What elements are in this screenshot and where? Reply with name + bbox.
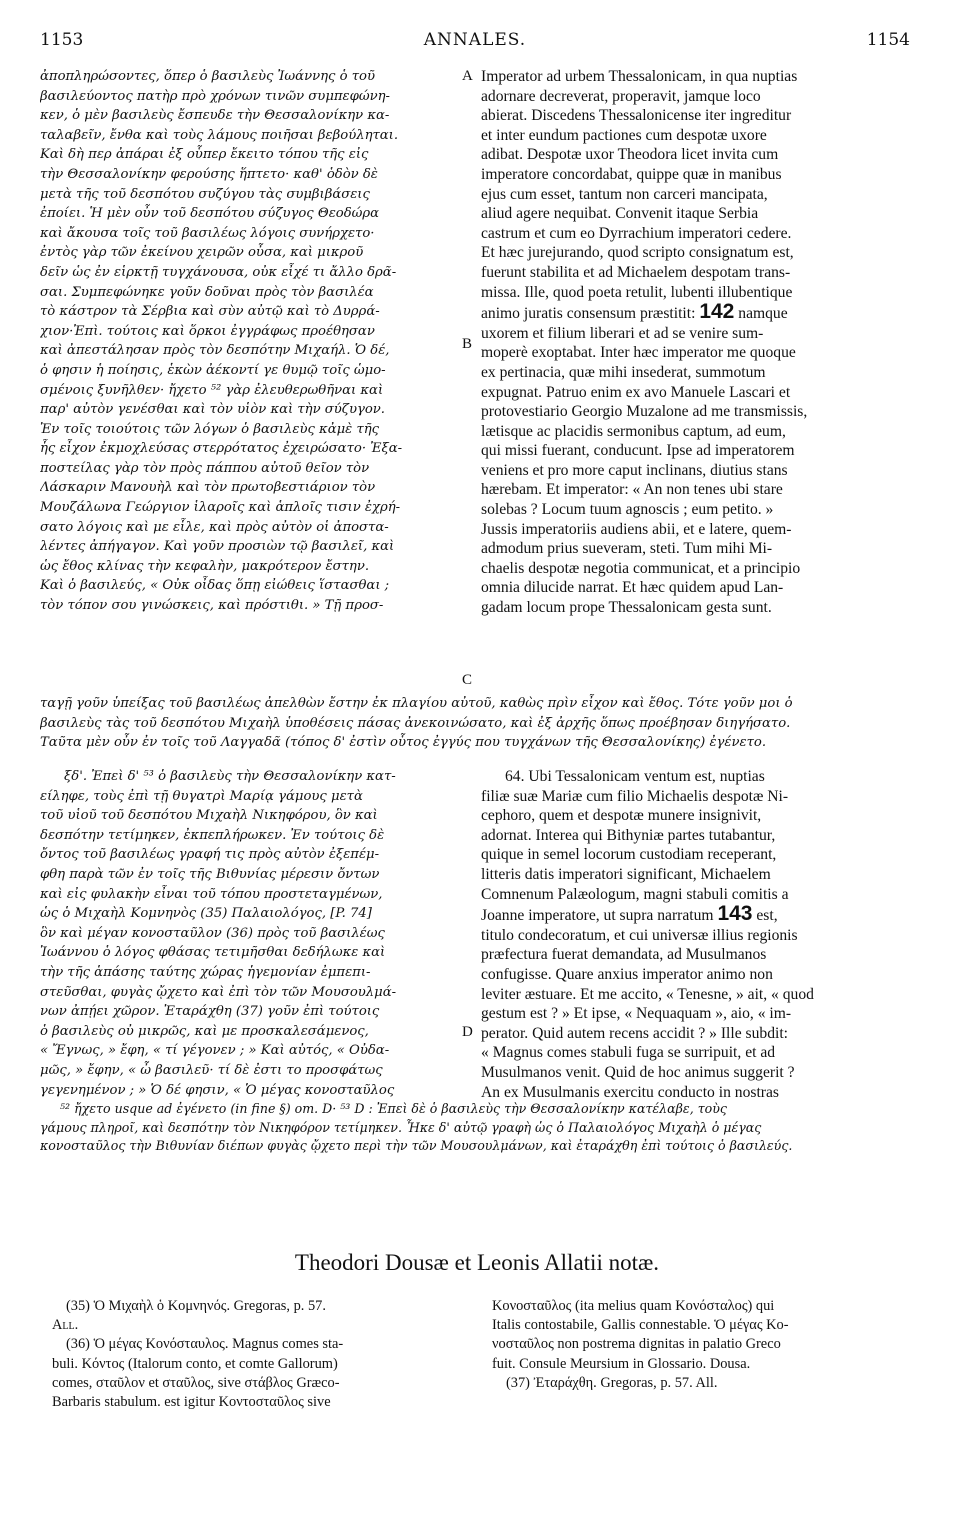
text-line: aliud agere nequibat. Convenit itaque Serbia bbox=[481, 205, 759, 223]
text-line: filiæ suæ Mariæ cum filio Michaelis despotæ Ni- bbox=[481, 787, 789, 805]
text-line: βασιλεύοντος πατὴρ πρὸ χρόνων τινῶν συμπεφώνη- bbox=[40, 88, 390, 104]
text-fragment: namque bbox=[738, 305, 788, 323]
text-line: cephoro, quem et despotæ munere insignivit, bbox=[481, 807, 762, 825]
text-line: An ex Musulmanis exercitu conducto in nostras bbox=[481, 1083, 779, 1101]
text-line: litteris datis imperatori significant, Michaelem bbox=[481, 865, 771, 883]
text-line: σατο λόγοις καὶ με εἷλε, καὶ πρὸς αὐτὸν οἱ ἀποστα- bbox=[40, 519, 389, 535]
text-line: hærebam. Et imperator: « An non tenes ubi stare bbox=[481, 481, 783, 499]
text-line: moperè exoptabat. Inter hæc imperator me quoque bbox=[481, 344, 796, 362]
text-line: ὄντος τοῦ βασιλέως γραφή τις πρὸς αὐτὸν ἐξεπέμ- bbox=[40, 847, 380, 863]
text-line: Jussis imperatoriis audiens abii, et e latere, quem- bbox=[481, 520, 792, 538]
text-line: καὶ ἄκουσα τοῖς τοῦ βασιλέως λόγοις συνήρχετο· bbox=[40, 225, 375, 241]
text-line: missa. Ille, quod poeta retulit, lubenti illubentique bbox=[481, 283, 793, 301]
text-line: confugisse. Quare anxius imperator animo non bbox=[481, 965, 773, 983]
text-line: λέντες ἀπήγαγον. Καὶ γοῦν προσιὼν τῷ βασιλεῖ, καὶ bbox=[40, 539, 395, 555]
text-fragment: Joanne imperatore, ut supra narratum bbox=[481, 907, 714, 925]
text-line: φθη παρὰ τῶν ἐν τοῖς τῆς Βιθυνίας μέρεσιν ὄντων bbox=[40, 866, 380, 882]
text-line: gestum est ? » Et ipse, « Nequaquam », aio, « im- bbox=[481, 1005, 792, 1023]
text-line: omnia dilucide narrat. Et hæc quidem apud Lan- bbox=[481, 579, 784, 597]
footnote-line: γάμους πληροῖ, καὶ δεσπότην τὸν Νικηφόρον τετίμηκεν. Ἦκε δ' αὐτῷ γραφὴ ὡς ὁ Παλαιολόγος Μιχαὴλ ὁ μέγας bbox=[40, 1119, 762, 1135]
text-line: νων ἀπῄει χῶρον. Ἐταράχθη (37) γοῦν ἐπὶ τούτοις bbox=[40, 1004, 380, 1020]
page-number-left: 1153 bbox=[40, 30, 84, 50]
text-line: chaelis despotæ negotia communicat, et a principio bbox=[481, 559, 801, 577]
text-line: Ἰωάννου ὁ λόγος φθάσας τετιμῆσθαι δεδήλωκε καὶ bbox=[40, 945, 386, 961]
text-line: τὴν τῆς ἁπάσης ταύτης χώρας ἡγεμονίαν ἐμπεπι- bbox=[40, 964, 371, 980]
latin-column-top bbox=[481, 67, 911, 618]
text-line: protovestiario Georgio Muzalone ad me transmissis, bbox=[481, 403, 808, 421]
text-line: admodum prius sueveram, steti. Tum mihi Mi- bbox=[481, 540, 773, 558]
text-line: expugnat. Patruo enim ex avo Manuele Lascari et bbox=[481, 383, 791, 401]
note-line: comes, σταῦλον et σταῦλος, sive στάβλος Græco- bbox=[52, 1374, 340, 1391]
text-line: καὶ ἀπεστάλησαν πρὸς τὸν δεσπότην Μιχαήλ. Ὁ δέ, bbox=[40, 343, 390, 359]
greek-column-top bbox=[40, 67, 460, 616]
margin-marker-c: C bbox=[462, 672, 473, 688]
note-line: Italis contostabile, Gallis connestable. Ὁ μέγας Κο- bbox=[492, 1317, 789, 1334]
margin-marker-d: D bbox=[462, 1024, 473, 1040]
text-line: ὁ βασιλεὺς οὐ μικρῶς, καὶ με προσκαλεσάμενος, bbox=[40, 1023, 369, 1039]
text-line: ξδ'. Ἐπεὶ δ' ⁵³ ὁ βασιλεὺς τὴν Θεσσαλονίκην κατ- bbox=[64, 769, 396, 784]
text-line: Ἐν τοῖς τοιούτοις τῶν λόγων ὁ βασιλεὺς κἀμὲ τῆς bbox=[40, 421, 380, 437]
text-line: Λάσκαριν Μανουὴλ καὶ τὸν πρωτοβεστιάριον τὸν bbox=[40, 480, 376, 496]
note-line: All. bbox=[52, 1317, 79, 1334]
text-line: fuerunt stabilita et ad Michaelem despotam trans- bbox=[481, 263, 791, 281]
text-line: Καὶ δὴ περ ἀπάραι ἐξ οὗπερ ἔκειτο τόπου τῆς εἰς bbox=[40, 147, 369, 163]
footnote-line: ⁵² ἤχετο usque ad ἐγένετο (in fine §) om. D· ⁵³ D : Ἐπεὶ δὲ ὁ βασιλεὺς τὴν Θεσσαλονίκην κατέλαβε, τοὺς bbox=[60, 1101, 727, 1116]
text-line: et inter eundum pactiones cum despotæ uxore bbox=[481, 126, 767, 144]
text-line: solebas ? Locum tuum agnoscis ; eum petito. » bbox=[481, 501, 774, 519]
note-line: buli. Κόντος (Italorum conto, et comte Gallorum) bbox=[52, 1355, 338, 1372]
text-line: ταγῇ γοῦν ὑπείξας τοῦ βασιλέως ἀπελθὼν ἔστην ἐκ πλαγίου αὐτοῦ, καθὼς πρὶν εἶχον καὶ ἔθος. Τότε γοῦν μοι ὁ bbox=[40, 696, 793, 711]
text-line: Et hæc jurejurando, quod scripto consignatum est, bbox=[481, 244, 794, 262]
greek-column-middle bbox=[40, 767, 460, 1100]
text-line: στεῦσθαι, φυγὰς ᾤχετο καὶ ἐπὶ τὸν τῶν Μουσουλμά- bbox=[40, 984, 397, 1000]
text-line: δεῖν ὡς ἐν εἱρκτῇ τυγχάνουσα, οὐκ εἶχέ τι ἄλλο δρᾶ- bbox=[40, 264, 397, 280]
note-line: fuit. Consule Meursium in Glossario. Dousa. bbox=[492, 1355, 751, 1372]
text-line-with-page-mark bbox=[481, 302, 911, 324]
text-line: ex pertinacia, quæ mihi insederat, summotum bbox=[481, 363, 766, 381]
note-line: (36) Ὁ μέγας Κονόσταυλος. Magnus comes sta- bbox=[66, 1336, 344, 1353]
text-line: ἀποπληρώσοντες, ὅπερ ὁ βασιλεὺς Ἰωάννης ὁ τοῦ bbox=[40, 69, 375, 84]
text-line: χιον·Ἐπὶ. τούτοις καὶ ὅρκοι ἐγγράφως προέθησαν bbox=[40, 323, 375, 339]
text-line: γεγενημένον ; » Ὁ δέ φησιν, « Ὁ μέγας κονοσταῦλος bbox=[40, 1082, 395, 1098]
text-line: Μουζάλωνα Γεώργιον ἱλαροῖς καὶ ἁπλοῖς τισιν ἐχρή- bbox=[40, 500, 401, 516]
text-line: « Ἔγνως, » ἔφη, « τί γέγονεν ; » Καὶ αὐτός, « Οὐδα- bbox=[40, 1043, 390, 1059]
text-line: ταλαβεῖν, ἔνθα καὶ τοὺς λάμους ποιῆσαι βεβούληται. bbox=[40, 127, 399, 143]
latin-column-middle bbox=[481, 767, 911, 1102]
text-line: Musulmanos venit. Quid de hoc animus suggerit ? bbox=[481, 1063, 795, 1081]
text-line: imperatore concordabat, quippe quæ in manibus bbox=[481, 165, 782, 183]
text-fragment: animo juratis consensum præstitit: bbox=[481, 305, 696, 323]
text-line: perator. Quid autem recens accidit ? » Ille subdit: bbox=[481, 1024, 789, 1042]
greek-wide-block bbox=[40, 694, 910, 753]
text-line: είληφε, τοὺς ἐπὶ τῇ θυγατρὶ Μαρίᾳ γάμους μετὰ bbox=[40, 788, 363, 804]
page-number-right: 1154 bbox=[866, 30, 910, 50]
text-line: Ταῦτα μὲν οὖν ἐν τοῖς τοῦ Λαγγαδᾶ (τόπος δ' ἐστὶν οὗτος ἐγγύς που τυγχάνων τῆς Θεσσαλονίκης) ἐγένετο. bbox=[40, 735, 767, 751]
text-line: τοῦ υἱοῦ τοῦ δεσπότου Μιχαὴλ Νικηφόρου, ὃν καὶ bbox=[40, 808, 378, 824]
text-line: qui missi fuerant, conducunt. Ipse ad imperatorem bbox=[481, 442, 795, 460]
text-line: adibat. Despotæ uxor Theodora licet invita cum bbox=[481, 146, 779, 164]
note-line: (35) Ὁ Μιχαὴλ ὁ Κομνηνός. Gregoras, p. 57. bbox=[66, 1298, 326, 1314]
text-line: abierat. Discedens Thessalonicense iter ingreditur bbox=[481, 107, 792, 125]
text-line: quique in semel locorum custodiam receperant, bbox=[481, 846, 777, 864]
page-mark-143: 143 bbox=[717, 904, 753, 926]
text-line: καὶ εἰς φυλακὴν εἶναι τοῦ τόπου προστεταγμένων, bbox=[40, 886, 383, 902]
text-line: μῶς, » ἔφην, « ὦ βασιλεῦ· τί δὲ ἐστι το προσφάτως bbox=[40, 1062, 383, 1078]
note-line: (37) Ἐταράχθη. Gregoras, p. 57. All. bbox=[506, 1374, 718, 1391]
text-line: δεσπότην τετίμηκεν, ἐκπεπλήρωκεν. Ἐν τούτοις δὲ bbox=[40, 827, 385, 843]
text-line: præfectura fuerat demandata, ad Musulmanos bbox=[481, 946, 767, 964]
text-line: adornare decreverat, properavit, jamque loco bbox=[481, 87, 761, 105]
text-line: « Magnus comes stabuli fuga se surripuit, et ad bbox=[481, 1044, 776, 1062]
footnote-line: κονοσταῦλος τὴν Βιθυνίαν διέπων φυγὰς ᾤχετο περὶ τὴν τῶν Μουσουλμάνων, καὶ ἐταράχθη ἐπὶ τούτοις ὁ βασιλεύς. bbox=[40, 1138, 793, 1154]
text-line: ἧς εἶχον ἐκμοχλεύσας στερρότατος ἐχειρώσατο· Ἐξα- bbox=[40, 441, 403, 457]
text-line: Imperator ad urbem Thessalonicam, in qua nuptias bbox=[481, 68, 798, 85]
text-line: veniens et pro more caput inclinans, diutius stans bbox=[481, 461, 788, 479]
text-line: βασιλεὺς τὰς τοῦ δεσπότου Μιχαὴλ ὑποθέσεις πάσας ἀνεκοινώσατο, καὶ ἐξ ἀρχῆς ὅπως προέβησαν διηγήσατο. bbox=[40, 715, 791, 731]
text-line: τὸ κάστρον τὰ Σέρβια καὶ σὺν αὐτῷ καὶ τὸ Δυρρά- bbox=[40, 304, 380, 320]
page-header bbox=[40, 30, 910, 54]
text-line: ὡς ἔθος κλίνας τὴν κεφαλὴν, μακρότερον ἔστην. bbox=[40, 558, 370, 574]
text-line: ἐποίει. Ἡ μὲν οὖν τοῦ δεσπότου σύζυγος Θεοδώρα bbox=[40, 206, 380, 222]
margin-marker-a: A bbox=[462, 68, 473, 84]
notes-heading: Theodori Dousæ et Leonis Allatii notæ. bbox=[294, 1250, 660, 1275]
text-line-with-page-mark bbox=[481, 904, 911, 926]
text-line: 64. Ubi Tessalonicam ventum est, nuptias bbox=[505, 768, 765, 785]
text-line: gadam locum prope Thessalonicam gesta sunt. bbox=[481, 599, 772, 617]
text-line: ὡς ὁ Μιχαὴλ Κομνηνὸς (35) Παλαιολόγος, [P. 74] bbox=[40, 906, 372, 922]
text-line: leviter æstuare. Et me accito, « Tenesne, » ait, « quod bbox=[481, 985, 814, 1003]
text-line: titulo condecoratum, et cui universæ illius regionis bbox=[481, 926, 798, 944]
text-line: τὸν τόπον σου γινώσκεις, καὶ πρόστιθι. » Τῇ προσ- bbox=[40, 598, 384, 614]
text-line: lætisque ac placidis sermonibus captum, ad eum, bbox=[481, 422, 786, 440]
apparatus-footnotes bbox=[40, 1100, 910, 1156]
note-line: νοσταῦλος non postrema dignitas in palatio Greco bbox=[492, 1336, 781, 1353]
text-line: castrum et cum eo Dyrrachium imperatori cedere. bbox=[481, 224, 792, 242]
notes-column-right bbox=[492, 1297, 912, 1393]
page-mark-142: 142 bbox=[699, 302, 735, 324]
text-fragment: est, bbox=[756, 907, 778, 925]
text-line: παρ' αὐτὸν γενέσθαι καὶ τὸν υἱὸν καὶ τὴν σύζυγον. bbox=[40, 402, 385, 418]
text-line: μετὰ τῆς τοῦ δεσπότου συζύγου τὰς συμβιβάσεις bbox=[40, 186, 370, 202]
text-line: Καὶ ὁ βασιλεύς, « Οὐκ οἶδας ὅπῃ εἰώθεις ἵστασθαι ; bbox=[40, 578, 390, 594]
text-line: uxorem et filium liberari et ad se venire sum- bbox=[481, 324, 764, 342]
text-line: σμένοις ξυνῆλθεν· ἤχετο ⁵² γὰρ ἐλευθερωθῆναι καὶ bbox=[40, 382, 384, 398]
note-line: Κονοσταῦλος (ita melius quam Κονόσταλος) qui bbox=[492, 1298, 775, 1314]
text-line: ejus cum esset, tantum non carceri mancipata, bbox=[481, 185, 768, 203]
text-line: ὃν καὶ μέγαν κονοσταῦλον (36) πρὸς τοῦ βασιλέως bbox=[40, 925, 385, 941]
text-line: σαι. Συμπεφώνηκε γοῦν δοῦναι πρὸς τὸν βασιλέα bbox=[40, 284, 374, 300]
margin-marker-b: B bbox=[462, 336, 473, 352]
notes-column-left bbox=[52, 1297, 462, 1412]
text-line: Comnenum Palæologum, magni stabuli comitis a bbox=[481, 885, 789, 903]
text-line: ποστείλας γὰρ τὸν πρὸς πάππου αὐτοῦ θεῖον τὸν bbox=[40, 460, 370, 476]
running-title: ANNALES. bbox=[423, 30, 527, 50]
text-line: adornat. Interea qui Bithyniæ partes tutabantur, bbox=[481, 826, 776, 844]
note-line: Barbaris stabulum. est igitur Κοντοσταῦλος sive bbox=[52, 1394, 331, 1411]
text-line: ὁ φησιν ἡ ποίησις, ἑκὼν ἀέκοντί γε θυμῷ τοῖς ὡμο- bbox=[40, 362, 386, 378]
text-line: τὴν Θεσσαλονίκην φερούσης ἥπτετο· καθ' ὁδὸν δὲ bbox=[40, 166, 378, 182]
text-line: ἐντὸς γὰρ τῶν ἐκείνου χειρῶν οὖσα, καὶ μικροῦ bbox=[40, 245, 364, 261]
text-line: κεν, ὁ μὲν βασιλεὺς ἔσπευδε τὴν Θεσσαλονίκην κα- bbox=[40, 108, 390, 124]
